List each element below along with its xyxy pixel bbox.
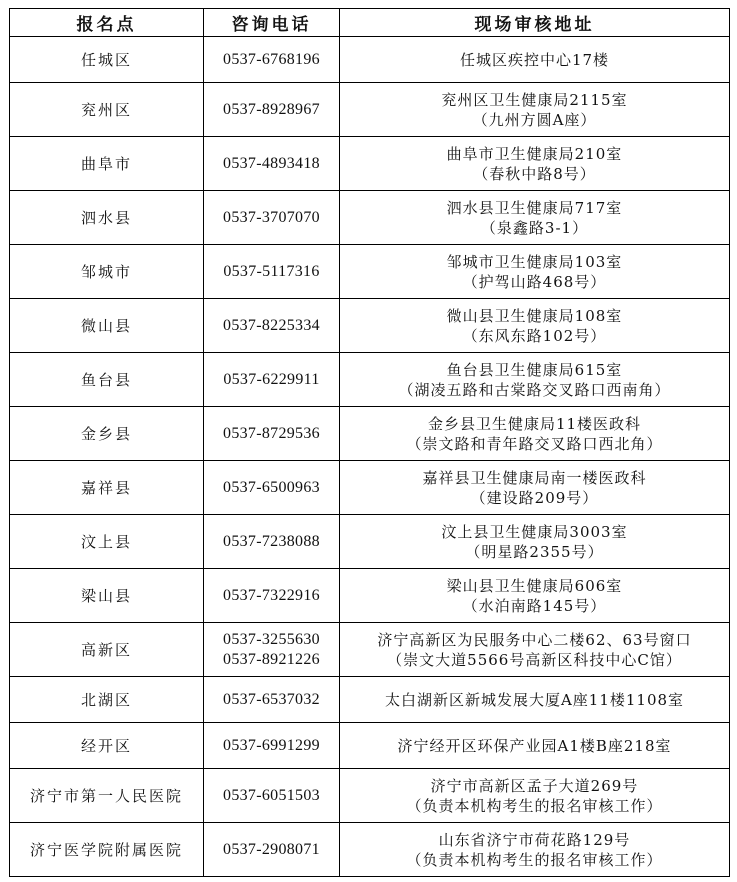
phone-cell (204, 623, 340, 677)
address-line: 邹城市卫生健康局103室 (446, 252, 623, 271)
address-line: （水泊南路145号） (462, 596, 607, 615)
phone-number: 0537-6229911 (223, 370, 320, 388)
site-cell: 金乡县 (10, 407, 204, 461)
site-cell: 北湖区 (10, 677, 204, 723)
table-row (10, 623, 730, 677)
phone-cell (204, 823, 340, 877)
phone-number: 0537-3255630 (223, 630, 320, 648)
address-line: （东风东路102号） (462, 326, 607, 345)
phone-cell (204, 37, 340, 83)
site-cell: 嘉祥县 (10, 461, 204, 515)
site-cell: 梁山县 (10, 569, 204, 623)
address-cell (340, 83, 730, 137)
table-row (10, 407, 730, 461)
site-cell: 微山县 (10, 299, 204, 353)
address-line: （崇文路和青年路交叉路口西北角） (406, 434, 663, 453)
address-line: 济宁高新区为民服务中心二楼62、63号窗口 (377, 630, 692, 649)
address-line: （负责本机构考生的报名审核工作） (406, 796, 663, 815)
table-row (10, 353, 730, 407)
address-line: （崇文大道5566号高新区科技中心C馆） (387, 650, 682, 669)
phone-number: 0537-6768196 (223, 50, 320, 68)
phone-cell (204, 191, 340, 245)
phone-number: 0537-3707070 (223, 208, 320, 226)
phone-number: 0537-2908071 (223, 840, 320, 858)
address-line: 济宁市高新区孟子大道269号 (430, 776, 639, 795)
phone-number: 0537-7238088 (223, 532, 320, 550)
table-body (10, 37, 730, 877)
address-line: 汶上县卫生健康局3003室 (441, 522, 628, 541)
address-cell (340, 353, 730, 407)
address-cell (340, 623, 730, 677)
site-cell: 汶上县 (10, 515, 204, 569)
phone-number: 0537-8928967 (223, 100, 320, 118)
phone-cell (204, 83, 340, 137)
table-row (10, 191, 730, 245)
address-line: 梁山县卫生健康局606室 (446, 576, 623, 595)
address-line: （护驾山路468号） (462, 272, 607, 291)
table-row (10, 569, 730, 623)
address-line: 鱼台县卫生健康局615室 (446, 360, 623, 379)
phone-cell (204, 245, 340, 299)
table-row (10, 677, 730, 723)
address-cell (340, 37, 730, 83)
table-row (10, 769, 730, 823)
site-cell: 高新区 (10, 623, 204, 677)
header-phone: 咨询电话 (204, 9, 340, 37)
address-line: 金乡县卫生健康局11楼医政科 (427, 414, 642, 433)
phone-number: 0537-5117316 (223, 262, 320, 280)
site-cell: 曲阜市 (10, 137, 204, 191)
site-cell: 邹城市 (10, 245, 204, 299)
address-cell (340, 407, 730, 461)
phone-number: 0537-8729536 (223, 424, 320, 442)
address-cell (340, 461, 730, 515)
site-cell: 鱼台县 (10, 353, 204, 407)
phone-number: 0537-6991299 (223, 736, 320, 754)
address-cell (340, 299, 730, 353)
site-cell: 兖州区 (10, 83, 204, 137)
phone-cell (204, 769, 340, 823)
phone-cell (204, 137, 340, 191)
table-row (10, 245, 730, 299)
phone-cell (204, 677, 340, 723)
address-line: 泗水县卫生健康局717室 (446, 198, 623, 217)
phone-number: 0537-6537032 (223, 690, 320, 708)
address-cell (340, 723, 730, 769)
site-cell: 泗水县 (10, 191, 204, 245)
address-cell (340, 823, 730, 877)
address-line: （泉鑫路3-1） (480, 218, 589, 237)
address-cell (340, 137, 730, 191)
header-site: 报名点 (10, 9, 204, 37)
table-row (10, 137, 730, 191)
address-line: （春秋中路8号） (473, 164, 596, 183)
phone-cell (204, 723, 340, 769)
address-line: 微山县卫生健康局108室 (446, 306, 623, 325)
address-line: （明星路2355号） (465, 542, 604, 561)
address-cell (340, 191, 730, 245)
phone-cell (204, 407, 340, 461)
site-cell: 济宁医学院附属医院 (10, 823, 204, 877)
header-row (10, 9, 730, 37)
phone-number: 0537-6051503 (223, 786, 320, 804)
site-cell: 济宁市第一人民医院 (10, 769, 204, 823)
address-line: 山东省济宁市荷花路129号 (438, 830, 631, 849)
address-line: 嘉祥县卫生健康局南一楼医政科 (422, 468, 647, 487)
header-address: 现场审核地址 (340, 9, 730, 37)
address-line: 太白湖新区新城发展大厦A座11楼1108室 (384, 690, 685, 709)
address-cell (340, 569, 730, 623)
address-line: （湖凌五路和古棠路交叉路口西南角） (398, 380, 671, 399)
address-line: （负责本机构考生的报名审核工作） (406, 850, 663, 869)
phone-cell (204, 569, 340, 623)
table-row (10, 37, 730, 83)
phone-number: 0537-4893418 (223, 154, 320, 172)
table-row (10, 299, 730, 353)
registration-table (9, 8, 730, 877)
address-line: 任城区疾控中心17楼 (459, 50, 610, 69)
address-cell (340, 515, 730, 569)
phone-number: 0537-8225334 (223, 316, 320, 334)
table-row (10, 823, 730, 877)
address-line: 兖州区卫生健康局2115室 (441, 90, 628, 109)
phone-number: 0537-8921226 (223, 650, 320, 668)
phone-cell (204, 461, 340, 515)
address-line: （九州方圆A座） (472, 110, 597, 129)
address-line: 济宁经开区环保产业园A1楼B座218室 (397, 736, 672, 755)
phone-cell (204, 299, 340, 353)
table-row (10, 461, 730, 515)
address-cell (340, 677, 730, 723)
table-row (10, 723, 730, 769)
phone-cell (204, 353, 340, 407)
table-row (10, 83, 730, 137)
address-line: （建设路209号） (470, 488, 599, 507)
site-cell: 任城区 (10, 37, 204, 83)
address-line: 曲阜市卫生健康局210室 (446, 144, 623, 163)
phone-cell (204, 515, 340, 569)
table-row (10, 515, 730, 569)
phone-number: 0537-7322916 (223, 586, 320, 604)
address-cell (340, 769, 730, 823)
address-cell (340, 245, 730, 299)
phone-number: 0537-6500963 (223, 478, 320, 496)
site-cell: 经开区 (10, 723, 204, 769)
